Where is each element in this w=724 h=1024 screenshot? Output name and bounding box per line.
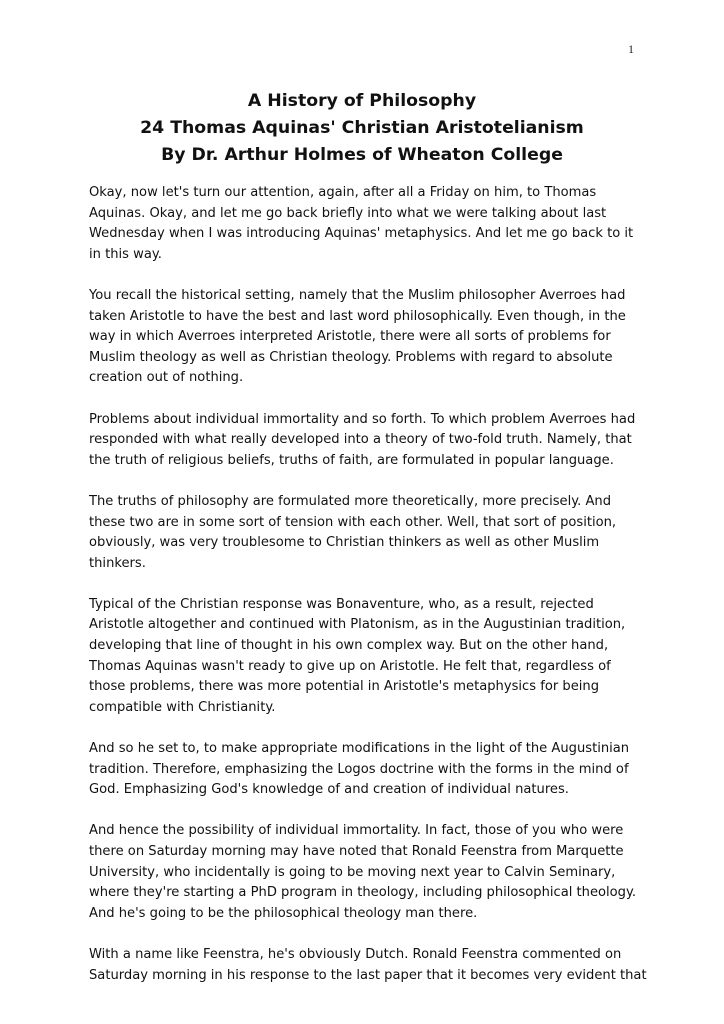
paragraph: And hence the possibility of individual immortality. In fact, those of you who were there on Saturday morning may have noted that Ronald Feenstra from Marquette University, who incidentally is going to be moving next year to Calvin Seminary, where they're starting a PhD program in theology, including philosophical theology. And he's going to be the philosophical theology man there.	[89, 823, 637, 921]
page-number: 1	[628, 42, 634, 56]
paragraph: With a name like Feenstra, he's obviously Dutch. Ronald Feenstra commented on Saturday morning in his response to the last paper that it becomes very evident that	[89, 946, 647, 983]
title-author: By Dr. Arthur Holmes of Wheaton College	[161, 145, 563, 165]
paragraph: And so he set to, to make appropriate modifications in the light of the Augustinian tradition. Therefore, emphasizing the Logos doctrine with the forms in the mind of God. Emphasizing God's knowledge of and creation of individual natures.	[89, 741, 630, 798]
title-series: A History of Philosophy	[247, 91, 477, 111]
paragraph: Typical of the Christian response was Bonaventure, who, as a result, rejected Aristotle altogether and continued with Platonism, as in the Augustinian tradition, developing that line of thought in his own complex way. But on the other hand, Thomas Aquinas wasn't ready to give up on Aristotle. He felt that, regardless of those problems, there was more potential in Aristotle's metaphysics for being compatible with Christianity.	[89, 596, 626, 715]
paragraph: You recall the historical setting, namely that the Muslim philosopher Averroes had taken Aristotle to have the best and last word philosophically. Even though, in the way in which Averroes interpreted Aristotle, there were all sorts of problems for Muslim theology as well as Christian theology. Problems with regard to absolute creation out of nothing.	[89, 287, 626, 386]
paragraph: Problems about individual immortality and so forth. To which problem Averroes had responded with what really developed into a theory of two-fold truth. Namely, that the truth of religious beliefs, truths of faith, are formulated in popular language.	[89, 411, 636, 468]
document-title	[60, 88, 664, 169]
paragraph: Okay, now let's turn our attention, again, after all a Friday on him, to Thomas Aquinas. Okay, and let me go back briefly into what we were talking about last Wednesday when I was introducing Aquinas' metaphysics. And let me go back to it in this way.	[89, 185, 634, 262]
document-body	[89, 183, 649, 986]
title-lecture: 24 Thomas Aquinas' Christian Aristotelianism	[140, 118, 584, 138]
paragraph: The truths of philosophy are formulated more theoretically, more precisely. And these two are in some sort of tension with each other. Well, that sort of position, obviously, was very troublesome to Christian thinkers as well as other Muslim thinkers.	[89, 493, 617, 571]
